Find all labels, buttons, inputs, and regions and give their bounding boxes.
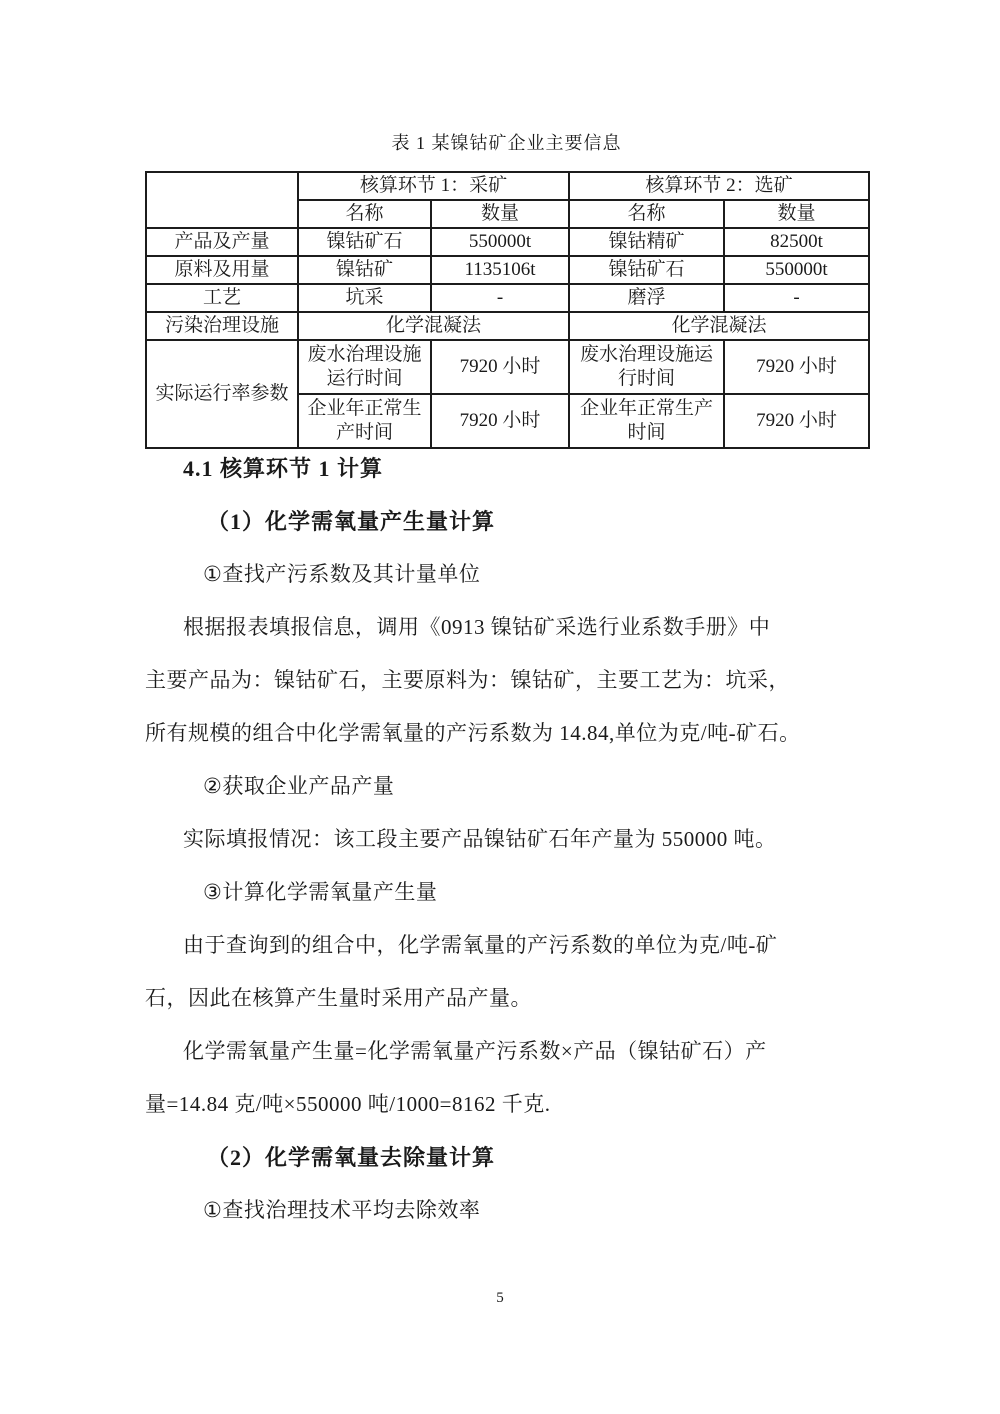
row-label: 原料及用量 bbox=[146, 256, 298, 284]
table-row-product bbox=[146, 228, 869, 256]
table-row bbox=[146, 172, 869, 200]
row-label: 污染治理设施 bbox=[146, 312, 298, 340]
sub-heading-1: （1）化学需氧量产生量计算 bbox=[207, 509, 496, 534]
cell-value: - bbox=[431, 284, 569, 312]
cell-value: 坑采 bbox=[298, 284, 431, 312]
cell-value: 7920 小时 bbox=[431, 394, 569, 448]
cell-value: 化学混凝法 bbox=[298, 312, 569, 340]
cell-value: 镍钴矿 bbox=[298, 256, 431, 284]
row-label: 工艺 bbox=[146, 284, 298, 312]
cell-value: 磨浮 bbox=[569, 284, 724, 312]
section-heading-4-1: 4.1 核算环节 1 计算 bbox=[183, 456, 384, 481]
cell-value: 7920 小时 bbox=[431, 340, 569, 394]
cell-value: 镍钴精矿 bbox=[569, 228, 724, 256]
paragraph-line: 石，因此在核算产生量时采用产品产量。 bbox=[145, 986, 532, 1010]
row-label: 实际运行率参数 bbox=[146, 340, 298, 448]
row-label: 产品及产量 bbox=[146, 228, 298, 256]
paragraph-line: 实际填报情况：该工段主要产品镍钴矿石年产量为 550000 吨。 bbox=[183, 827, 777, 851]
name2-header-cell: 名称 bbox=[569, 200, 724, 228]
name1-header-cell: 名称 bbox=[298, 200, 431, 228]
formula-line: 化学需氧量产生量=化学需氧量产污系数×产品（镍钴矿石）产 bbox=[183, 1039, 767, 1063]
step-1-line: ①查找产污系数及其计量单位 bbox=[203, 562, 481, 586]
enterprise-info-table bbox=[145, 171, 870, 449]
cell-value: - bbox=[724, 284, 869, 312]
body-text bbox=[145, 442, 873, 1237]
qty2-header-cell: 数量 bbox=[724, 200, 869, 228]
cell-value: 1135106t bbox=[431, 256, 569, 284]
cell-value: 镍钴矿石 bbox=[569, 256, 724, 284]
stage2-header-cell: 核算环节 2：选矿 bbox=[569, 172, 869, 200]
cell-value: 550000t bbox=[724, 256, 869, 284]
qty1-header-cell: 数量 bbox=[431, 200, 569, 228]
stage1-header-cell: 核算环节 1：采矿 bbox=[298, 172, 569, 200]
cell-value: 企业年正常生产时间 bbox=[569, 394, 724, 448]
cell-value: 7920 小时 bbox=[724, 394, 869, 448]
cell-value: 废水治理设施运行时间 bbox=[569, 340, 724, 394]
paragraph-line: 主要产品为：镍钴矿石，主要原料为：镍钴矿，主要工艺为：坑采， bbox=[145, 668, 790, 692]
paragraph-line: 所有规模的组合中化学需氧量的产污系数为 14.84,单位为克/吨-矿石。 bbox=[145, 721, 801, 745]
cell-value: 废水治理设施运行时间 bbox=[298, 340, 431, 394]
formula-line: 量=14.84 克/吨×550000 吨/1000=8162 千克. bbox=[145, 1092, 551, 1116]
page-number: 5 bbox=[496, 1290, 504, 1306]
cell-value: 企业年正常生产时间 bbox=[298, 394, 431, 448]
paragraph-line: 根据报表填报信息，调用《0913 镍钴矿采选行业系数手册》中 bbox=[183, 615, 771, 639]
cell-value: 化学混凝法 bbox=[569, 312, 869, 340]
step-2-line: ②获取企业产品产量 bbox=[203, 774, 395, 798]
table-row-material bbox=[146, 256, 869, 284]
cell-value: 镍钴矿石 bbox=[298, 228, 431, 256]
table-row-process bbox=[146, 284, 869, 312]
step-1-line: ①查找治理技术平均去除效率 bbox=[203, 1198, 481, 1222]
cell-value: 7920 小时 bbox=[724, 340, 869, 394]
sub-heading-2: （2）化学需氧量去除量计算 bbox=[207, 1145, 496, 1170]
cell-value: 550000t bbox=[431, 228, 569, 256]
table-corner-cell bbox=[146, 172, 298, 228]
table-row-treatment bbox=[146, 312, 869, 340]
cell-value: 82500t bbox=[724, 228, 869, 256]
paragraph-line: 由于查询到的组合中，化学需氧量的产污系数的单位为克/吨-矿 bbox=[183, 933, 778, 957]
table-row-runrate-wastewater bbox=[146, 340, 869, 394]
table-title: 表 1 某镍钴矿企业主要信息 bbox=[391, 133, 622, 153]
step-3-line: ③计算化学需氧量产生量 bbox=[203, 880, 438, 904]
